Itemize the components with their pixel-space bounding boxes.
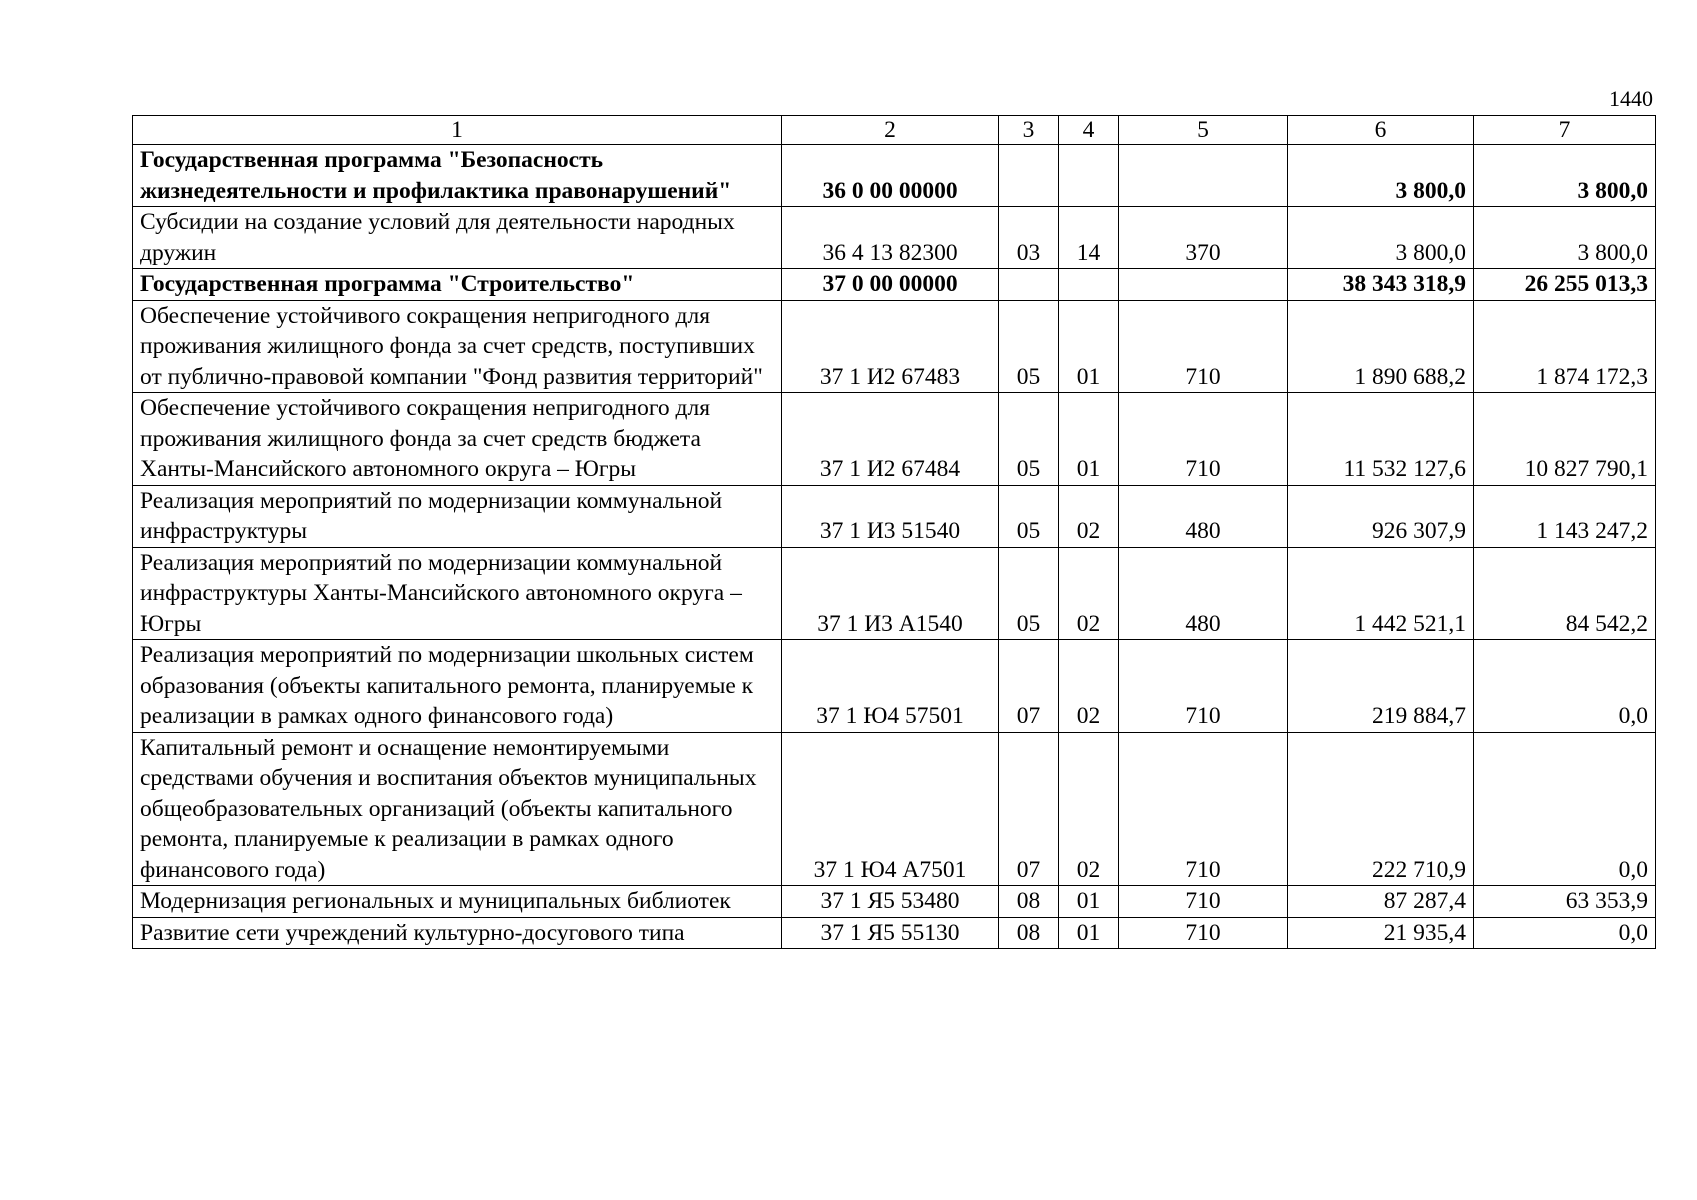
row-code-cell: 37 1 И3 А1540 <box>782 547 999 640</box>
header-col-7: 7 <box>1474 116 1656 145</box>
row-section-cell: 08 <box>999 886 1059 918</box>
row-expense-type-cell: 710 <box>1119 393 1288 486</box>
row-expense-type-cell: 370 <box>1119 207 1288 269</box>
table-row <box>133 547 1656 640</box>
budget-table <box>132 115 1656 949</box>
row-subsection-cell: 01 <box>1059 886 1119 918</box>
row-section-cell: 07 <box>999 640 1059 733</box>
header-col-3: 3 <box>999 116 1059 145</box>
row-code-cell: 37 1 И2 67483 <box>782 300 999 393</box>
row-code-cell: 37 1 Я5 55130 <box>782 917 999 949</box>
row-subsection-cell <box>1059 145 1119 207</box>
row-name-cell: Развитие сети учреждений культурно-досугового типа <box>133 917 782 949</box>
header-row <box>133 116 1656 145</box>
row-section-cell: 05 <box>999 547 1059 640</box>
row-expense-type-cell: 480 <box>1119 485 1288 547</box>
row-amount-2-cell: 10 827 790,1 <box>1474 393 1656 486</box>
row-section-cell <box>999 145 1059 207</box>
row-amount-1-cell: 1 442 521,1 <box>1288 547 1474 640</box>
row-amount-1-cell: 3 800,0 <box>1288 145 1474 207</box>
row-amount-1-cell: 926 307,9 <box>1288 485 1474 547</box>
row-amount-2-cell: 84 542,2 <box>1474 547 1656 640</box>
row-name-cell: Капитальный ремонт и оснащение немонтируемыми средствами обучения и воспитания объектов муниципальных общеобразовательных организаций (объекты капитального ремонта, планируемые к реализации в рамках одного финансового года) <box>133 732 782 886</box>
row-expense-type-cell <box>1119 145 1288 207</box>
table-row <box>133 393 1656 486</box>
row-amount-2-cell: 3 800,0 <box>1474 145 1656 207</box>
row-amount-2-cell: 63 353,9 <box>1474 886 1656 918</box>
row-code-cell: 37 1 И2 67484 <box>782 393 999 486</box>
header-col-1: 1 <box>133 116 782 145</box>
row-subsection-cell: 02 <box>1059 547 1119 640</box>
row-amount-1-cell: 219 884,7 <box>1288 640 1474 733</box>
table-row <box>133 732 1656 886</box>
row-code-cell: 37 1 Ю4 57501 <box>782 640 999 733</box>
row-name-cell: Реализация мероприятий по модернизации коммунальной инфраструктуры <box>133 485 782 547</box>
row-name-cell: Государственная программа "Безопасность жизнедеятельности и профилактика правонарушений" <box>133 145 782 207</box>
row-section-cell: 03 <box>999 207 1059 269</box>
row-code-cell: 37 1 И3 51540 <box>782 485 999 547</box>
row-amount-1-cell: 21 935,4 <box>1288 917 1474 949</box>
header-col-5: 5 <box>1119 116 1288 145</box>
row-subsection-cell: 01 <box>1059 917 1119 949</box>
header-col-4: 4 <box>1059 116 1119 145</box>
table-row <box>133 886 1656 918</box>
row-name-cell: Реализация мероприятий по модернизации коммунальной инфраструктуры Ханты-Мансийского автономного округа – Югры <box>133 547 782 640</box>
row-name-cell: Реализация мероприятий по модернизации школьных систем образования (объекты капитального ремонта, планируемые к реализации в рамках одного финансового года) <box>133 640 782 733</box>
row-amount-1-cell: 87 287,4 <box>1288 886 1474 918</box>
row-amount-2-cell: 0,0 <box>1474 640 1656 733</box>
row-subsection-cell: 01 <box>1059 393 1119 486</box>
table-row <box>133 269 1656 301</box>
row-expense-type-cell: 480 <box>1119 547 1288 640</box>
row-expense-type-cell: 710 <box>1119 917 1288 949</box>
header-col-6: 6 <box>1288 116 1474 145</box>
table-body <box>133 145 1656 949</box>
table-row <box>133 640 1656 733</box>
table-row <box>133 207 1656 269</box>
row-code-cell: 37 0 00 00000 <box>782 269 999 301</box>
table-row <box>133 485 1656 547</box>
header-col-2: 2 <box>782 116 999 145</box>
row-expense-type-cell: 710 <box>1119 640 1288 733</box>
row-section-cell: 05 <box>999 300 1059 393</box>
row-amount-1-cell: 3 800,0 <box>1288 207 1474 269</box>
page-number: 1440 <box>1609 86 1653 111</box>
row-subsection-cell: 01 <box>1059 300 1119 393</box>
row-expense-type-cell: 710 <box>1119 886 1288 918</box>
row-name-cell: Субсидии на создание условий для деятельности народных дружин <box>133 207 782 269</box>
table-row <box>133 145 1656 207</box>
row-amount-2-cell: 1 143 247,2 <box>1474 485 1656 547</box>
row-code-cell: 36 4 13 82300 <box>782 207 999 269</box>
row-expense-type-cell: 710 <box>1119 300 1288 393</box>
row-amount-1-cell: 1 890 688,2 <box>1288 300 1474 393</box>
row-subsection-cell: 02 <box>1059 640 1119 733</box>
row-amount-2-cell: 1 874 172,3 <box>1474 300 1656 393</box>
row-name-cell: Государственная программа "Строительство" <box>133 269 782 301</box>
row-subsection-cell: 02 <box>1059 485 1119 547</box>
row-section-cell: 05 <box>999 393 1059 486</box>
row-amount-2-cell: 26 255 013,3 <box>1474 269 1656 301</box>
row-code-cell: 36 0 00 00000 <box>782 145 999 207</box>
row-expense-type-cell <box>1119 269 1288 301</box>
row-name-cell: Обеспечение устойчивого сокращения непригодного для проживания жилищного фонда за счет средств бюджета Ханты-Мансийского автономного округа – Югры <box>133 393 782 486</box>
row-name-cell: Обеспечение устойчивого сокращения непригодного для проживания жилищного фонда за счет средств, поступивших от публично-правовой компании "Фонд развития территорий" <box>133 300 782 393</box>
row-code-cell: 37 1 Ю4 А7501 <box>782 732 999 886</box>
row-amount-2-cell: 0,0 <box>1474 917 1656 949</box>
row-section-cell: 07 <box>999 732 1059 886</box>
row-section-cell <box>999 269 1059 301</box>
row-section-cell: 08 <box>999 917 1059 949</box>
row-section-cell: 05 <box>999 485 1059 547</box>
row-name-cell: Модернизация региональных и муниципальных библиотек <box>133 886 782 918</box>
row-subsection-cell <box>1059 269 1119 301</box>
table-row <box>133 300 1656 393</box>
row-amount-1-cell: 38 343 318,9 <box>1288 269 1474 301</box>
row-amount-1-cell: 11 532 127,6 <box>1288 393 1474 486</box>
row-expense-type-cell: 710 <box>1119 732 1288 886</box>
row-amount-1-cell: 222 710,9 <box>1288 732 1474 886</box>
row-subsection-cell: 02 <box>1059 732 1119 886</box>
row-amount-2-cell: 3 800,0 <box>1474 207 1656 269</box>
table-row <box>133 917 1656 949</box>
row-amount-2-cell: 0,0 <box>1474 732 1656 886</box>
row-code-cell: 37 1 Я5 53480 <box>782 886 999 918</box>
row-subsection-cell: 14 <box>1059 207 1119 269</box>
